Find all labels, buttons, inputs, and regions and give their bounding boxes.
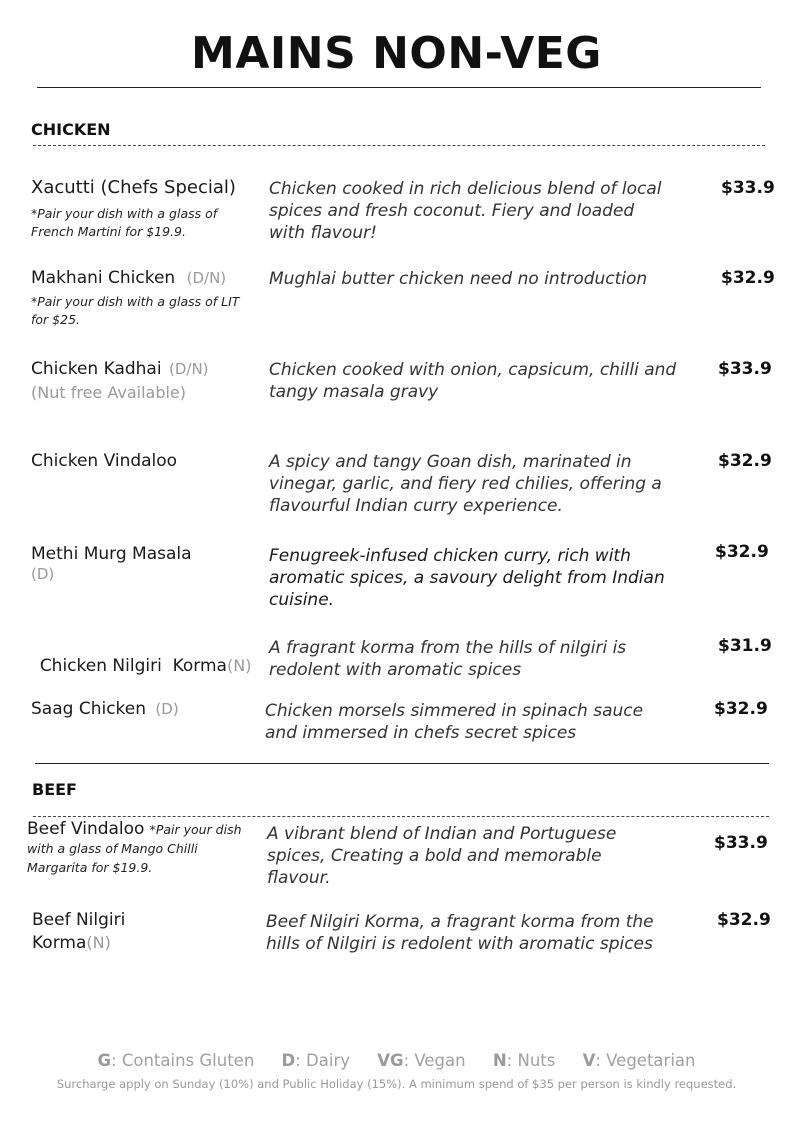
legend-item-vegetarian <box>583 1051 696 1070</box>
dish-pairing-note: *Pair your dish with a glass of Mango Chilli Margarita for $19.9. <box>27 822 242 875</box>
dish-availability-note: (Nut free Available) <box>31 383 187 402</box>
legend-label: : Dairy <box>295 1051 351 1070</box>
dish-price: $32.9 <box>718 451 772 471</box>
section-heading-beef: BEEF <box>32 780 77 799</box>
dish-price: $32.9 <box>714 699 768 719</box>
dietary-tag: (N) <box>86 933 111 952</box>
dish-name: Xacutti (Chefs Special) <box>31 177 236 198</box>
title-divider <box>37 87 761 88</box>
dish-description: Chicken cooked in rich delicious blend of local spices and fresh coconut. Fiery and loaded with flavour! <box>269 179 662 243</box>
dish-name-text: Saag Chicken <box>31 699 147 719</box>
legend-label: : Nuts <box>506 1051 556 1070</box>
dish-price: $32.9 <box>717 910 771 930</box>
dish-name-text: Korma <box>32 933 87 953</box>
dish-price: $31.9 <box>718 636 772 656</box>
dietary-tag: (D) <box>155 700 179 718</box>
legend-key: V <box>582 1051 596 1070</box>
dish-price: $32.9 <box>715 542 769 562</box>
dietary-tag: (D/N) <box>186 269 227 287</box>
page-title: MAINS NON-VEG <box>191 28 602 79</box>
dish-name <box>31 699 179 719</box>
legend-label: : Contains Gluten <box>111 1051 255 1070</box>
dietary-tag: (N) <box>226 656 252 675</box>
section-heading-chicken: CHICKEN <box>31 120 111 139</box>
legend-item-vegan <box>377 1051 465 1070</box>
dish-description: Mughlai butter chicken need no introduction <box>269 269 648 289</box>
dish-name <box>31 268 226 288</box>
dish-name <box>32 933 111 953</box>
dietary-legend <box>0 1051 793 1070</box>
dish-pairing-note: *Pair your dish with a glass of LIT for $25. <box>31 294 240 327</box>
dish-price: $33.9 <box>714 833 768 853</box>
dietary-tag: (D) <box>31 565 55 583</box>
section-divider-beef <box>33 816 769 817</box>
legend-label: : Vegan <box>403 1051 466 1070</box>
dish-pairing-note: *Pair your dish with a glass of French Martini for $19.9. <box>31 206 218 239</box>
dish-description: Chicken cooked with onion, capsicum, chilli and tangy masala gravy <box>269 360 677 402</box>
dish-name-text: Chicken Kadhai <box>31 359 162 379</box>
dish-name-text: Makhani Chicken <box>31 268 176 288</box>
dish-description: Fenugreek-infused chicken curry, rich with aromatic spices, a savoury delight from Indian cuisine. <box>269 546 665 610</box>
dish-price: $33.9 <box>721 178 775 198</box>
legend-item-nuts <box>493 1051 555 1070</box>
section-divider-chicken <box>33 145 765 146</box>
dietary-tag: (D/N) <box>168 360 209 378</box>
section-separator <box>35 763 769 764</box>
legend-key: G <box>97 1051 112 1070</box>
dish-name-block <box>27 820 252 877</box>
dish-name-text: Beef Vindaloo <box>27 819 145 839</box>
dish-description: A spicy and tangy Goan dish, marinated in vinegar, garlic, and fiery red chilies, offering a flavourful Indian curry experience. <box>269 452 662 516</box>
dish-name-text: Chicken Nilgiri Korma <box>39 656 227 676</box>
legend-key: N <box>492 1051 507 1070</box>
dish-description: A vibrant blend of Indian and Portuguese spices, Creating a bold and memorable flavour. <box>267 824 617 888</box>
legend-key: D <box>281 1051 296 1070</box>
dish-description: Beef Nilgiri Korma, a fragrant korma from the hills of Nilgiri is redolent with aromatic spices <box>266 912 654 954</box>
dish-name: Methi Murg Masala <box>31 544 192 564</box>
legend-key: VG <box>377 1051 404 1070</box>
dish-price: $33.9 <box>718 359 772 379</box>
legend-label: : Vegetarian <box>595 1051 696 1070</box>
legend-item-gluten <box>98 1051 255 1070</box>
dish-name <box>29 636 251 676</box>
legend-item-dairy <box>282 1051 350 1070</box>
dish-description: Chicken morsels simmered in spinach sauce and immersed in chefs secret spices <box>265 701 644 743</box>
surcharge-note: Surcharge apply on Sunday (10%) and Public Holiday (15%). A minimum spend of $35 per person is kindly requested. <box>56 1077 737 1091</box>
dish-name: Chicken Vindaloo <box>31 451 178 471</box>
dish-name-text: Beef Nilgiri <box>32 910 126 930</box>
dish-description: A fragrant korma from the hills of nilgiri is redolent with aromatic spices <box>269 638 627 680</box>
dish-price: $32.9 <box>721 268 775 288</box>
dish-name <box>31 359 209 379</box>
